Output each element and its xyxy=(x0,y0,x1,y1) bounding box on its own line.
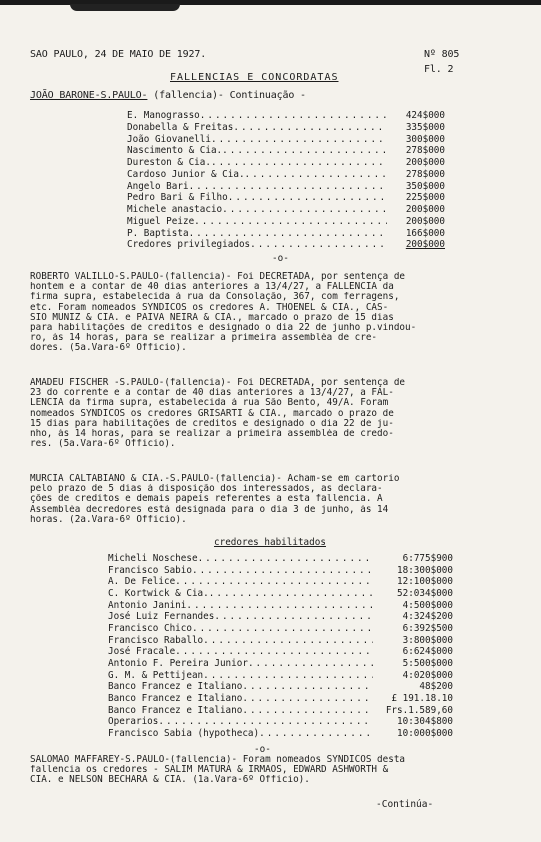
creditor-list-caltabiano xyxy=(108,553,453,740)
notice-line: nho, ás 14 horas, para se realizar a primeira assembléa de credo- xyxy=(30,429,394,440)
notice-line: horas. (2a.Vara-6º Officio). xyxy=(30,514,187,525)
notice-valillo xyxy=(30,272,500,354)
creditor-row: Banco Francez e Italiano . . . Frs.1.589,60 xyxy=(108,705,453,717)
creditor-row: Donabella & Freitas . . . 335$000 xyxy=(127,122,445,134)
notice-line: CIA. e NELSON BECHARA & CIA. (1a.Vara-6º Officio). xyxy=(30,775,310,786)
creditors-subheading: credores habilitados xyxy=(214,537,326,548)
section-separator: -o- xyxy=(272,253,289,264)
creditor-row: Antonio Janini . . . 4:500$000 xyxy=(108,600,453,612)
creditor-row: Michele anastacio . . . 200$000 xyxy=(127,204,445,216)
creditor-row: Francisco Sabio . . . 18:300$000 xyxy=(108,565,453,577)
notice-line: ro, ás 14 horas, para se realizar a primeira assembléa de cre- xyxy=(30,333,378,344)
section-title-lead: JOÃO BARONE-S.PAULO- xyxy=(30,90,148,101)
creditor-row: G. M. & Pettijean . . . 4:020$000 xyxy=(108,670,453,682)
notice-line: SIO MUNIZ & CIA. e PAIVA NEIRA & CIA., marcado o prazo de 15 dias xyxy=(30,312,394,323)
creditor-row: Operarios . . . 10:304$800 xyxy=(108,716,453,728)
notice-line: hontem e a contar de 40 dias anteriores a 13/4/27, a FALLENCIA da xyxy=(30,282,394,293)
creditor-row: E. Manograsso . . . 424$000 xyxy=(127,110,445,122)
section-title-barone xyxy=(30,91,306,101)
creditor-row: A. De Felice . . . 12:100$000 xyxy=(108,576,453,588)
creditor-row: Nascimento & Cia. . . . 278$000 xyxy=(127,145,445,157)
creditor-row: Banco Francez e Italiano . . . £ 191.18.10 xyxy=(108,693,453,705)
creditor-row: Pedro Bari & Filho . . . 225$000 xyxy=(127,192,445,204)
creditor-row: José Luiz Fernandes . . . 4:324$200 xyxy=(108,611,453,623)
notice-line: pelo prazo de 5 dias á disposição dos interessados, as declara- xyxy=(30,484,383,495)
creditor-row: P. Baptista . . . 166$000 xyxy=(127,228,445,240)
notice-line: nomeados SYNDICOS os credores GRISARTI & CIA., marcado o prazo de xyxy=(30,408,394,419)
section-title-rest: (fallencia)- Continuação - xyxy=(147,90,306,101)
creditor-row: Antonio F. Pereira Junior . . . 5:500$000 xyxy=(108,658,453,670)
date-line: SAO PAULO, 24 DE MAIO DE 1927. xyxy=(30,49,207,60)
creditor-row: Francisco Chico . . . 6:392$500 xyxy=(108,623,453,635)
bulletin-number: Nº 805 xyxy=(424,49,460,60)
notice-line: ROBERTO VALILLO-S.PAULO-(fallencia)- Foi DECRETADA, por sentença de xyxy=(30,272,406,282)
creditor-row: Miguel Peize . . . 200$000 xyxy=(127,216,445,228)
notice-line: firma supra, estabelecida á rua da Consolação, 367, com ferragens, xyxy=(30,292,400,303)
section-separator: -o- xyxy=(254,744,271,755)
creditor-list-barone xyxy=(127,110,445,251)
creditor-row: Francisco Raballo . . . 3:800$000 xyxy=(108,635,453,647)
notice-line: ções de creditos e demais papeis referentes a esta fallencia. A xyxy=(30,494,383,505)
scan-edge xyxy=(0,0,541,18)
notice-line: AMADEU FISCHER -S.PAULO-(fallencia)- Foi DECRETADA, por sentença de xyxy=(30,378,406,388)
notice-line: 23 do corrente e a contar de 40 dias anteriores a 13/4/27, a FAL- xyxy=(30,388,394,399)
creditor-row: João Giovanelli . . . 300$000 xyxy=(127,134,445,146)
notice-fischer xyxy=(30,378,500,449)
notice-maffarey xyxy=(30,755,500,786)
notice-line: para habilitações de creditos e designado o dia 22 de junho p.vindou- xyxy=(30,323,417,334)
notice-line: fallencia os credores - SALIM MATURA & IRMÃOS, EDWARD ASHWORTH & xyxy=(30,765,389,776)
creditor-row: Banco Francez e Italiano . . . 48$200 xyxy=(108,681,453,693)
notice-line: SALOMÃO MAFFAREY-S.PAULO-(fallencia)- Foram nomeados SYNDICOS desta xyxy=(30,755,406,765)
notice-line: 15 dias para habilitações de creditos e designado o dia 22 de ju- xyxy=(30,418,394,429)
notice-line: Assembléa decredores está designada para o dia 3 de junho, ás 14 xyxy=(30,504,389,515)
notice-line: MURCIA CALTABIANO & CIA.-S.PAULO-(fallencia)- Acham-se em cartorio xyxy=(30,474,400,484)
creditor-row: José Fracale . . . 6:624$000 xyxy=(108,646,453,658)
creditor-row: Dureston & Cia. . . . 200$000 xyxy=(127,157,445,169)
sheet-number: Fl. 2 xyxy=(424,64,454,75)
creditor-row: Credores privilegiados . . . 200$000 xyxy=(127,239,445,251)
creditor-row: Micheli Noschese . . . 6:775$900 xyxy=(108,553,453,565)
page-title: FALLENCIAS E CONCORDATAS xyxy=(170,72,339,83)
creditor-row: Angelo Bari . . . 350$000 xyxy=(127,181,445,193)
notice-caltabiano xyxy=(30,474,500,525)
notice-line: dores. (5a.Vara-6º Officio). xyxy=(30,343,187,354)
continues-note: -Continúa- xyxy=(376,799,434,810)
notice-line: etc. Foram nomeados SYNDICOS os credores A. THOENEL & CIA., CAS- xyxy=(30,302,389,313)
creditor-row: Cardoso Junior & Cia. . . . 278$000 xyxy=(127,169,445,181)
creditor-row: C. Kortwick & Cia. . . . 52:034$000 xyxy=(108,588,453,600)
notice-line: res. (5a.Vara-6º Officio). xyxy=(30,439,176,450)
creditor-row: Francisco Sabia (hypotheca) . . . 10:000$000 xyxy=(108,728,453,740)
notice-line: LENCIA da firma supra, estabelecida á rua São Bento, 49/A. Foram xyxy=(30,398,389,409)
